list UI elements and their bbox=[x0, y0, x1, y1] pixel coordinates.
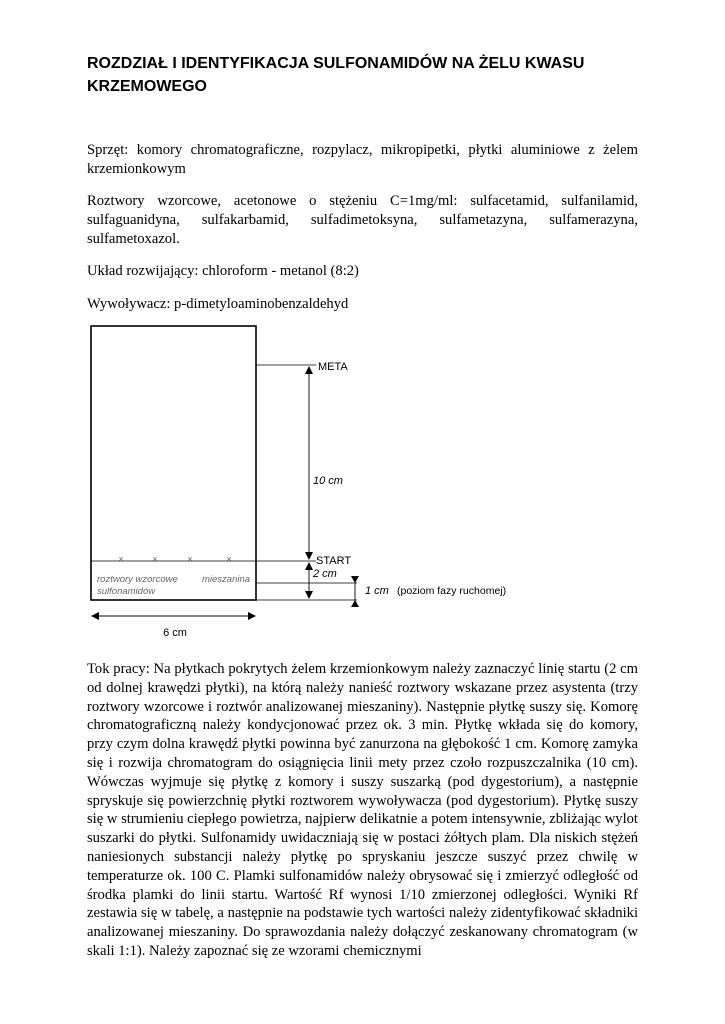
start-label: START bbox=[316, 555, 352, 567]
standards-label-line2: sulfonamidów bbox=[97, 586, 156, 597]
solvent-system-paragraph: Układ rozwijający: chloroform - metanol (8:2) bbox=[87, 263, 359, 279]
start-height-label: 2 cm bbox=[313, 568, 337, 580]
standards-label-line1: roztwory wzorcowe bbox=[97, 574, 178, 585]
width-label: 6 cm bbox=[163, 627, 187, 639]
immersion-arrow-head-bottom bbox=[351, 600, 359, 607]
spot-standard-2: × bbox=[152, 554, 158, 564]
immersion-arrow-head-top bbox=[351, 576, 359, 583]
standards-paragraph: Roztwory wzorcowe, acetonowe o stężeniu C=1mg/ml: sulfacetamid, sulfanilamid, sulfaguanidyna, sulfakarbamid, sulfadimetoksyna, sulfametazyna, sulfamerazyna, sulfametoxazol. bbox=[87, 193, 638, 247]
immersion-label: 1 cm bbox=[365, 585, 389, 597]
immersion-note: (poziom fazy ruchomej) bbox=[397, 585, 507, 597]
spot-standard-3: × bbox=[187, 554, 193, 564]
mixture-label: mieszanina bbox=[202, 574, 251, 585]
spot-standard-1: × bbox=[118, 554, 124, 564]
developer-paragraph: Wywoływacz: p-dimetyloaminobenzaldehyd bbox=[87, 296, 349, 312]
spot-mixture: × bbox=[226, 554, 232, 564]
chapter-title: ROZDZIAŁ I IDENTYFIKACJA SULFONAMIDÓW NA ŻELU KWASU KRZEMOWEGO bbox=[87, 55, 585, 95]
meta-label: META bbox=[318, 361, 348, 373]
equipment-paragraph: Sprzęt: komory chromatograficzne, rozpylacz, mikropipetki, płytki aluminiowe z żelem krzemionkowym bbox=[87, 142, 638, 177]
procedure-paragraph: Tok pracy: Na płytkach pokrytych żelem krzemionkowym należy zaznaczyć linię startu (2 cm od dolnej krawędzi płytki), na którą należy nanieść roztwory wskazane przez asystenta (trzy roztwory wzorcowe i roztwór analizowanej mieszaniny). Następnie płytkę suszy się. Komorę chromatograficzną należy kondycjonować przez ok. 3 min. Płytkę wkłada się do komory, przy czym dolna krawędź płytki powinna być zanurzona na głębokość 1 cm. Komorę zamyka się i rozwija chromatogram do osiągnięcia linii mety przez czoło rozpuszczalnika (10 cm). Wówczas wyjmuje się płytkę z komory i suszy suszarką (pod dygestorium), a następnie spryskuje się powierzchnię płytki roztworem wywoływacza (pod dygestorium). Płytkę suszy się w strumieniu ciepłego powietrza, najpierw delikatnie a potem intensywnie, zbliżając wylot suszarki do płytki. Sulfonamidy uwidaczniają się w postaci żółtych plam. Dla niskich stężeń naniesionych substancji należy płytkę po spryskaniu jeszcze suszyć przez chwilę w temperaturze ok. 100 C. Plamki sulfonamidów należy obrysować się i zmierzyć odległość od środka plamki do linii startu. Wartość Rf wynosi 1/10 zmierzonej odległości. Wyniki Rf zestawia się w tabelę, a następnie na podstawie tych wartości należy zidentyfikować składniki analizowanej mieszaniny. Do sprawozdania należy dołączyć zeskanowany chromatogram (w skali 1:1). Należy zapoznać się ze wzorami chemicznymi bbox=[87, 661, 638, 959]
distance-label: 10 cm bbox=[313, 475, 343, 487]
tlc-plate-diagram bbox=[80, 318, 540, 648]
